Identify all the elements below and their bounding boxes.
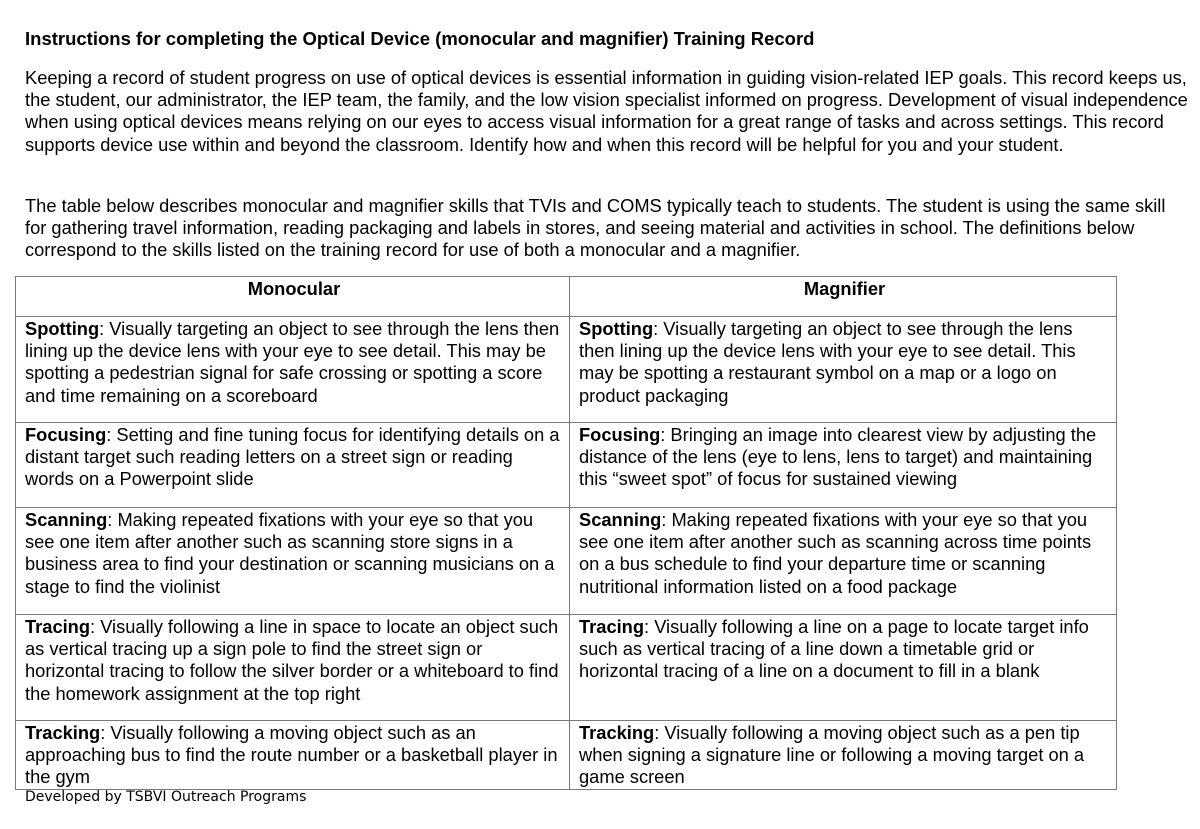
monocular-cell: [16, 721, 570, 790]
skill-name: Focusing: [25, 424, 107, 445]
intro-paragraph: Keeping a record of student progress on use of optical devices is essential information in guiding vision-related IEP goals. This record keeps us, the student, our administrator, the IEP team, the family, and the low vision specialist informed on progress. Development of visual independence when using optical devices means relying on our eyes to access visual information for a great range of tasks and across settings. This record supports device use within and beyond the classroom. Identify how and when this record will be helpful for you and your student.: [25, 67, 1188, 155]
skill-name: Scanning: [25, 509, 108, 530]
table-description-paragraph: The table below describes monocular and magnifier skills that TVIs and COMS typically teach to students. The student is using the same skill for gathering travel information, reading packaging and labels in stores, and seeing material and activities in school. The definitions below correspond to the skills listed on the training record for use of both a monocular and a magnifier.: [25, 195, 1166, 261]
skill-definition: : Visually following a moving object such as an approaching bus to find the route number or a basketball player in the gym: [25, 722, 558, 788]
skill-name: Tracking: [25, 722, 101, 743]
table-header-row: [16, 277, 1117, 317]
document-title: Instructions for completing the Optical Device (monocular and magnifier) Training Record: [25, 28, 815, 49]
table-row-spotting: [16, 317, 1117, 423]
skill-definition: : Visually targeting an object to see through the lens then lining up the device lens with your eye to see detail. This may be spotting a restaurant symbol on a map or a logo on product packaging: [579, 318, 1076, 406]
table-row-tracing: [16, 615, 1117, 721]
skills-table: [15, 276, 1117, 790]
skill-definition: : Making repeated fixations with your eye so that you see one item after another such as scanning store signs in a business area to find your destination or scanning musicians on a stage to find the violinist: [25, 509, 555, 597]
skill-name: Tracing: [25, 616, 91, 637]
skill-definition: : Visually following a line in space to locate an object such as vertical tracing up a sign pole to find the street sign or horizontal tracing to follow the silver border or a whiteboard to find the homework assignment at the top right: [25, 616, 559, 704]
skill-definition: : Making repeated fixations with your eye so that you see one item after another such as scanning across time points on a bus schedule to find your departure time or scanning nutritional information listed on a food package: [579, 509, 1092, 597]
magnifier-cell: [570, 508, 1117, 615]
skill-definition: : Visually following a line on a page to locate target info such as vertical tracing of a line down a timetable grid or horizontal tracing of a line on a document to fill in a blank: [579, 616, 1089, 682]
magnifier-cell: [570, 615, 1117, 721]
skill-definition: : Visually targeting an object to see through the lens then lining up the device lens with your eye to see detail. This may be spotting a pedestrian signal for safe crossing or spotting a score and time remaining on a scoreboard: [25, 318, 560, 406]
monocular-cell: [16, 615, 570, 721]
monocular-cell: [16, 317, 570, 423]
monocular-cell: [16, 423, 570, 508]
magnifier-column-header: Magnifier: [570, 277, 1117, 317]
monocular-cell: [16, 508, 570, 615]
monocular-column-header: Monocular: [16, 277, 570, 317]
skill-definition: : Setting and fine tuning focus for identifying details on a distant target such reading letters on a street sign or reading words on a Powerpoint slide: [25, 424, 560, 490]
skill-name: Focusing: [579, 424, 661, 445]
magnifier-cell: [570, 423, 1117, 508]
footer-credit: Developed by TSBVI Outreach Programs: [25, 789, 307, 805]
skill-name: Spotting: [579, 318, 654, 339]
skill-definition: : Visually following a moving object such as a pen tip when signing a signature line or following a moving target on a game screen: [579, 722, 1085, 788]
skill-name: Tracing: [579, 616, 645, 637]
table-row-tracking: [16, 721, 1117, 790]
skill-definition: : Bringing an image into clearest view by adjusting the distance of the lens (eye to lens, lens to target) and maintaining this “sweet spot” of focus for sustained viewing: [579, 424, 1097, 490]
skill-name: Scanning: [579, 509, 662, 530]
skill-name: Spotting: [25, 318, 100, 339]
table-row-focusing: [16, 423, 1117, 508]
magnifier-cell: [570, 317, 1117, 423]
magnifier-cell: [570, 721, 1117, 790]
skill-name: Tracking: [579, 722, 655, 743]
table-row-scanning: [16, 508, 1117, 615]
